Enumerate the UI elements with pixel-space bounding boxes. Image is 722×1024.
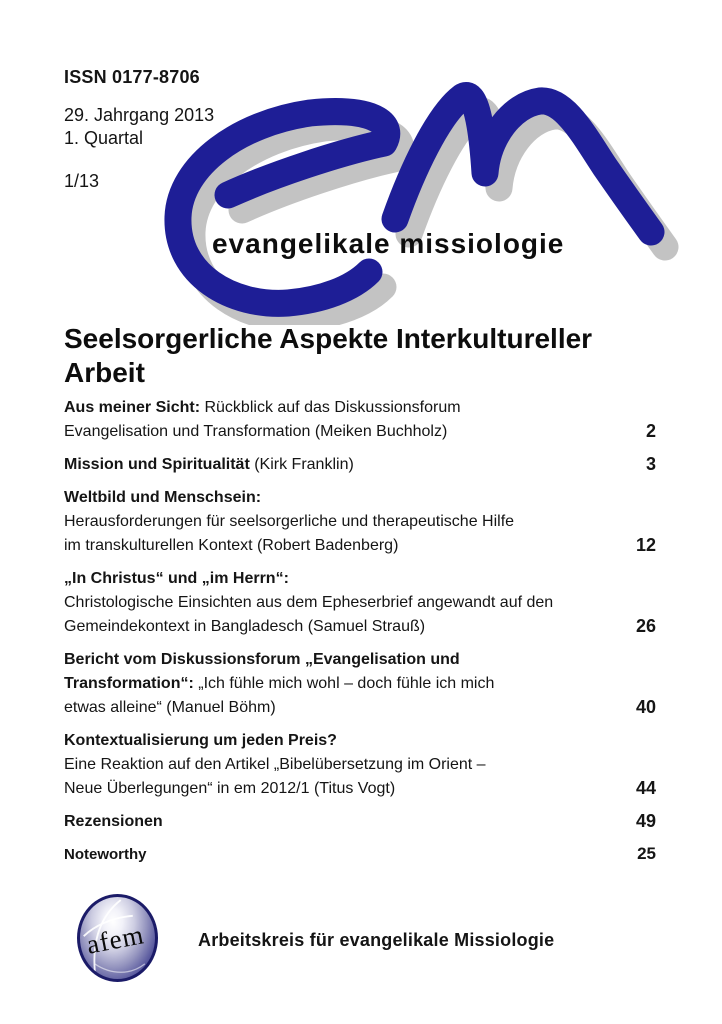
quarter-line: 1. Quartal <box>64 128 144 148</box>
toc-page-number: 44 <box>635 778 656 798</box>
toc-line <box>64 672 656 696</box>
toc-page-number: 25 <box>637 844 656 863</box>
toc-text-segment: Neue Überlegungen“ in em 2012/1 (Titus Vogt) <box>64 780 396 797</box>
toc-page-number: 3 <box>645 454 656 474</box>
toc-page-number: 12 <box>635 535 656 555</box>
toc-text-segment: Bericht vom Diskussionsforum „Evangelisation und <box>64 651 460 668</box>
toc-page-number: 26 <box>635 616 656 636</box>
toc-line <box>64 729 656 753</box>
toc-line <box>64 420 656 444</box>
volume-year-line: 29. Jahrgang 2013 <box>64 105 215 125</box>
toc-text-segment: Weltbild und Menschsein: <box>64 489 262 506</box>
toc-text-segment: „Ich fühle mich wohl – doch fühle ich mich <box>193 675 495 692</box>
toc-text-segment: Transformation“: <box>64 675 194 692</box>
toc-entry <box>64 453 656 477</box>
toc-line <box>64 615 656 639</box>
issue-number: 1/13 <box>64 171 100 191</box>
toc-entry <box>64 810 656 834</box>
toc-text-segment: Mission und Spiritualität <box>64 456 250 473</box>
toc-entry <box>64 648 656 720</box>
toc-text-segment: im transkulturellen Kontext (Robert Badenberg) <box>64 537 399 554</box>
toc-entry-text <box>64 486 656 558</box>
toc-line <box>64 534 656 558</box>
toc-page-number: 2 <box>645 421 656 441</box>
toc-entry <box>64 567 656 639</box>
toc-text-segment: Rückblick auf das Diskussionsforum <box>200 399 461 416</box>
toc-page-number: 40 <box>635 697 656 717</box>
toc-line <box>64 753 656 777</box>
toc-text-segment: Eine Reaktion auf den Artikel „Bibelübersetzung im Orient – <box>64 756 486 773</box>
journal-wordmark: evangelikale missiologie <box>212 228 565 259</box>
toc-entry <box>64 843 656 867</box>
toc-line <box>64 843 656 867</box>
toc-text-segment: Kontextualisierung um jeden Preis? <box>64 732 337 749</box>
toc-entry-text <box>64 567 656 639</box>
toc-line <box>64 453 656 477</box>
toc-entry <box>64 396 656 444</box>
toc-line <box>64 396 656 420</box>
toc-text-segment: „In Christus“ und „im Herrn“: <box>64 570 289 587</box>
toc-line <box>64 696 656 720</box>
issue-title: Seelsorgerliche Aspekte Interkultureller Arbeit <box>64 323 593 388</box>
toc-text-segment: (Kirk Franklin) <box>249 456 354 473</box>
toc-text-segment: Evangelisation und Transformation (Meiken Buchholz) <box>64 423 448 440</box>
toc-line <box>64 567 656 591</box>
organization-name: Arbeitskreis für evangelikale Missiologie <box>198 930 555 950</box>
toc-entry-text <box>64 453 656 477</box>
toc-text-segment: etwas alleine“ (Manuel Böhm) <box>64 699 276 716</box>
toc-text-segment: Christologische Einsichten aus dem Epheserbrief angewandt auf den <box>64 594 554 611</box>
toc-entry <box>64 729 656 801</box>
toc-entry-text <box>64 396 656 444</box>
toc-text-segment: Noteworthy <box>64 846 147 863</box>
em-letters <box>178 95 651 303</box>
toc-text-segment: Rezensionen <box>64 813 163 830</box>
toc-entry-text <box>64 810 656 834</box>
toc-line <box>64 486 656 510</box>
toc-page-number: 49 <box>635 811 656 831</box>
em-logo-icon <box>140 75 680 325</box>
toc-line <box>64 810 656 834</box>
toc-line <box>64 510 656 534</box>
table-of-contents <box>64 396 656 876</box>
afem-logo <box>77 894 158 982</box>
toc-line <box>64 777 656 801</box>
toc-text-segment: Gemeindekontext in Bangladesch (Samuel Strauß) <box>64 618 426 635</box>
toc-text-segment: Herausforderungen für seelsorgerliche und therapeutische Hilfe <box>64 513 515 530</box>
toc-entry-text <box>64 648 656 720</box>
toc-entry <box>64 486 656 558</box>
toc-entry-text <box>64 843 656 867</box>
toc-line <box>64 591 656 615</box>
toc-line <box>64 648 656 672</box>
afem-label: afem <box>84 919 147 960</box>
toc-entry-text <box>64 729 656 801</box>
issn-number: ISSN 0177-8706 <box>64 67 200 87</box>
toc-text-segment: Aus meiner Sicht: <box>64 399 201 416</box>
